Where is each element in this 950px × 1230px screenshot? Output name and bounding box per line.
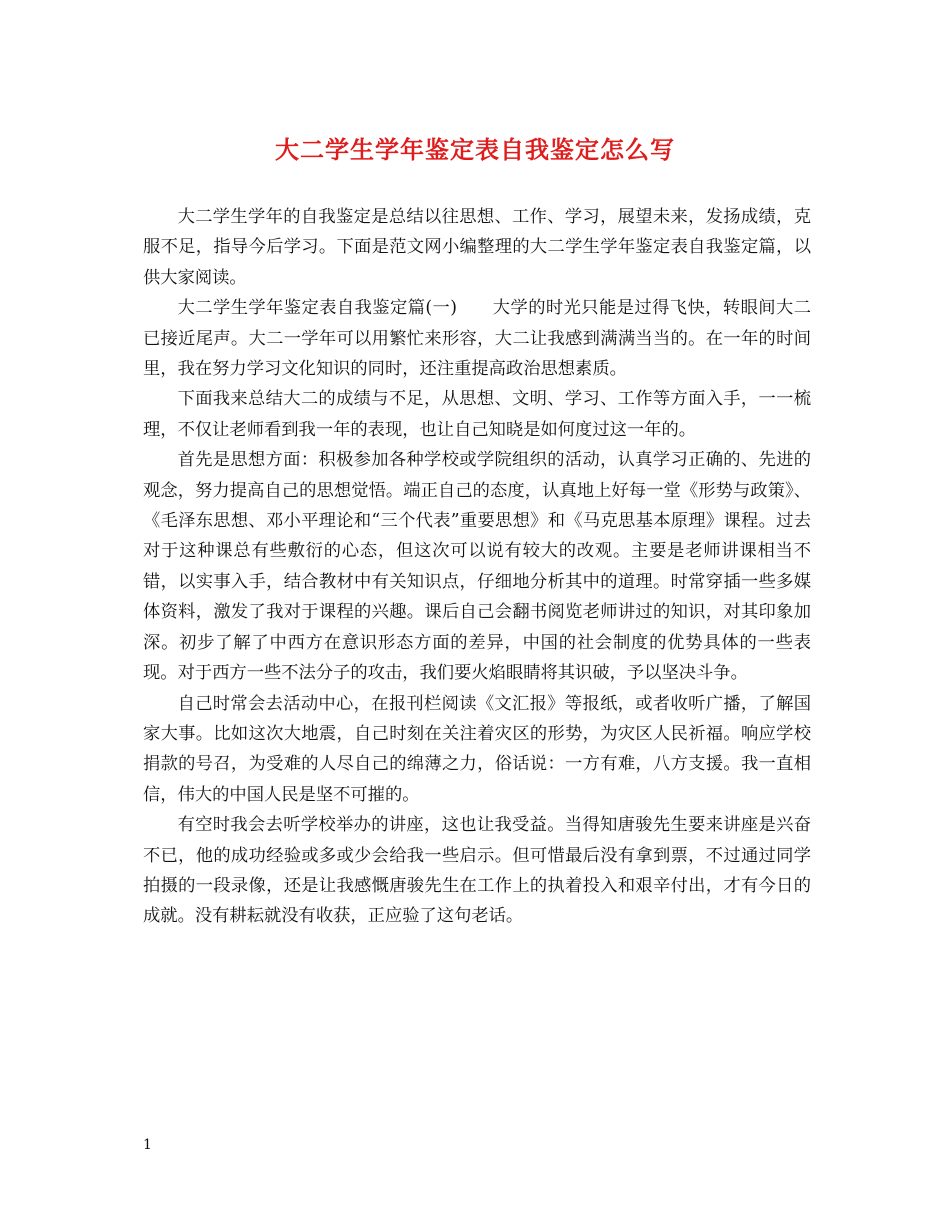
paragraph-lectures: 有空时我会去听学校举办的讲座，这也让我受益。当得知唐骏先生要来讲座是兴奋不已，他的成功经验或多或少会给我一些启示。但可惜最后没有拿到票，不过通过同学拍摄的一段录像，还是让我感慨唐骏先生在工作上的执着投入和艰辛付出，才有今日的成就。没有耕耘就没有收获，正应验了这句老话。 bbox=[143, 815, 811, 927]
paragraph-section-one: 大二学生学年鉴定表自我鉴定篇(一) 大学的时光只能是过得飞快，转眼间大二已接近尾声。大二一学年可以用繁忙来形容，大二让我感到满满当当的。在一年的时间里，我在努力学习文化知识的同时，还注重提高政治思想素质。 bbox=[143, 298, 811, 380]
paragraph-activities: 自己时常会去活动中心，在报刊栏阅读《文汇报》等报纸，或者收听广播，了解国家大事。比如这次大地震，自己时刻在关注着灾区的形势，为灾区人民祈福。响应学校捐款的号召，为受难的人尽自己的绵薄之力，俗话说：一方有难，八方支援。我一直相信，伟大的中国人民是坚不可摧的。 bbox=[143, 693, 811, 805]
document-body bbox=[143, 202, 811, 932]
document-title: 大二学生学年鉴定表自我鉴定怎么写 bbox=[275, 135, 675, 164]
paragraph-summary-intro: 下面我来总结大二的成绩与不足，从思想、文明、学习、工作等方面入手，一一梳理，不仅让老师看到我一年的表现，也让自己知晓是如何度过这一年的。 bbox=[143, 389, 811, 440]
paragraph-thought: 首先是思想方面：积极参加各种学校或学院组织的活动，认真学习正确的、先进的观念，努力提高自己的思想觉悟。端正自己的态度，认真地上好每一堂《形势与政策》、《毛泽东思想、邓小平理论和“三个代表”重要思想》和《马克思基本原理》课程。过去对于这种课总有些敷衍的心态，但这次可以说有较大的改观。主要是老师讲课相当不错，以实事入手，结合教材中有关知识点，仔细地分析其中的道理。时常穿插一些多媒体资料，激发了我对于课程的兴趣。课后自己会翻书阅览老师讲过的知识，对其印象加深。初步了解了中西方在意识形态方面的差异，中国的社会制度的优势具体的一些表现。对于西方一些不法分子的攻击，我们要火焰眼睛将其识破，予以坚决斗争。 bbox=[143, 450, 811, 684]
paragraph-intro: 大二学生学年的自我鉴定是总结以往思想、工作、学习，展望未来，发扬成绩，克服不足，指导今后学习。下面是范文网小编整理的大二学生学年鉴定表自我鉴定篇，以供大家阅读。 bbox=[143, 207, 811, 288]
page-number: 1 bbox=[143, 1137, 152, 1153]
